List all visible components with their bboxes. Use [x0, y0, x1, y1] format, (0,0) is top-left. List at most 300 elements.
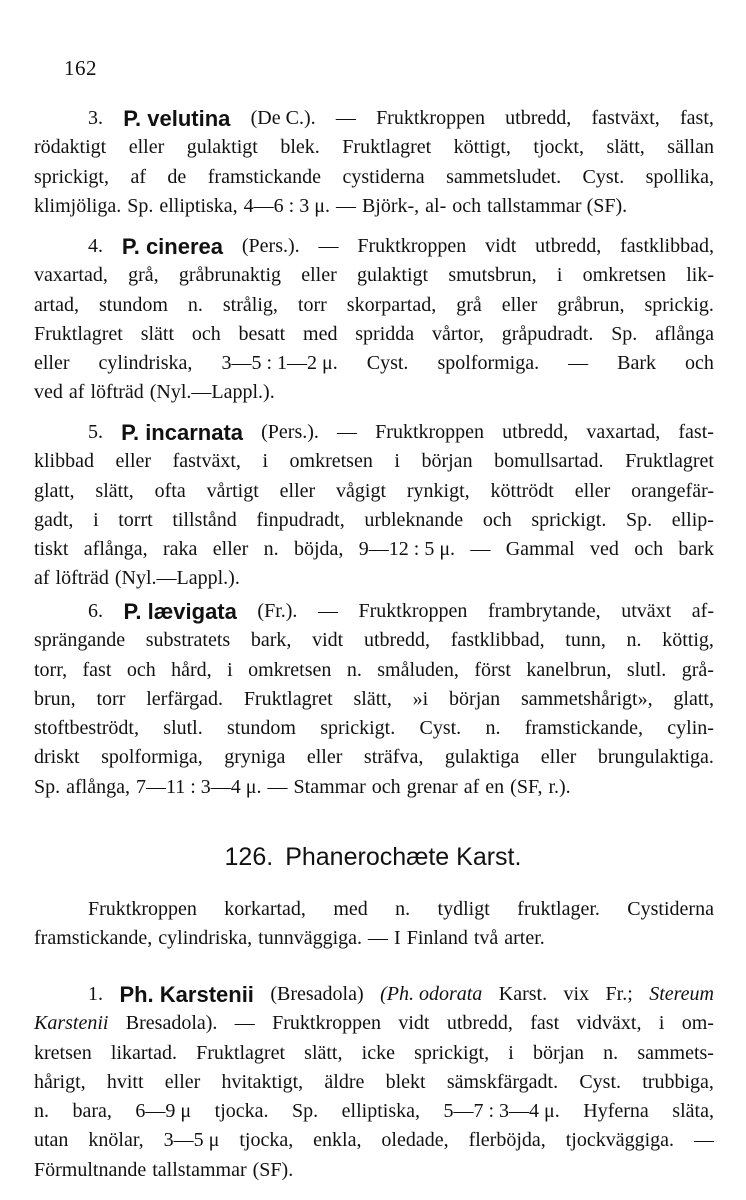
word: (SF).: [252, 1158, 294, 1181]
word: tunn,: [565, 629, 606, 652]
word: sammets-: [637, 1041, 714, 1064]
word: och: [634, 538, 664, 561]
word: stundom: [227, 717, 296, 740]
word: Stereum: [649, 983, 714, 1005]
text-line: [34, 104, 714, 133]
word: framstickande,: [524, 717, 644, 740]
word: tydligt: [437, 898, 490, 920]
word: vågigt: [336, 479, 387, 502]
word: utbredd,: [505, 107, 572, 129]
text-line: [34, 656, 714, 685]
word: om-: [681, 1012, 714, 1035]
word: (Pers.).: [241, 235, 300, 257]
text-line: [34, 626, 714, 655]
word: sämskfärgadt.: [446, 1070, 559, 1093]
word: Fr.;: [605, 983, 633, 1005]
word: stoftbeströdt,: [34, 717, 139, 740]
word: bark: [678, 538, 714, 561]
word: (Pers.).: [261, 421, 319, 443]
word: fastväxt,: [172, 450, 241, 473]
word: slätt,: [353, 687, 392, 710]
word: fastklibbad,: [450, 629, 545, 652]
word: i: [227, 658, 233, 681]
word: kanelbrun,: [526, 658, 612, 681]
word: början: [421, 450, 473, 473]
word: lik-: [686, 264, 714, 287]
word: cystiderna: [342, 165, 425, 188]
text-line: [34, 1126, 714, 1155]
word: Cyst.: [419, 717, 462, 740]
word: och: [685, 352, 714, 375]
word: eller: [164, 1070, 201, 1093]
word: hvitt: [106, 1070, 144, 1093]
word: skorpartad,: [346, 293, 437, 316]
word: tjockväggiga.: [565, 1129, 675, 1152]
word: utbredd,: [446, 1012, 513, 1035]
text-line: [34, 895, 714, 924]
word: och: [126, 658, 156, 681]
word: i: [262, 450, 268, 473]
word: slutl.: [163, 717, 203, 740]
word: grå: [456, 293, 482, 316]
taxon-name: P. incarnata: [121, 420, 244, 445]
word: köttrödt: [490, 479, 554, 502]
word: 3.: [88, 107, 103, 129]
word: tunnväggiga.: [258, 927, 363, 950]
word: finpudradt,: [256, 508, 345, 531]
word: artad,: [34, 293, 79, 316]
word: —: [337, 421, 358, 443]
word: vårtor,: [431, 322, 484, 345]
word: grå,: [128, 264, 159, 287]
word: ved: [589, 538, 619, 561]
word: Sp.: [292, 1100, 319, 1123]
word: slätt,: [95, 479, 134, 502]
word: vaxartad,: [586, 421, 661, 443]
genus-number: 126.: [224, 843, 274, 871]
word: fast: [530, 1012, 560, 1035]
word: omkretsen: [289, 450, 373, 473]
word: substratets: [145, 629, 231, 652]
word: (Nyl.—Lappl.).: [114, 567, 240, 590]
word: de: [167, 165, 187, 188]
word: (SF,: [510, 775, 543, 798]
word: af: [34, 567, 50, 590]
text-line: [34, 535, 714, 564]
word: Fruktkroppen: [375, 421, 485, 443]
word: urbleknande: [364, 508, 464, 531]
word: 3—5 μ: [163, 1129, 220, 1152]
text-line: [34, 1039, 714, 1068]
text-line: [34, 743, 714, 772]
word: i: [556, 264, 563, 287]
word: stundom: [98, 293, 168, 316]
word: n.: [187, 293, 203, 316]
taxon-name: P. cinerea: [121, 234, 223, 259]
word: spollika,: [645, 165, 714, 188]
word: framstickande: [207, 165, 322, 188]
word: utväxt: [621, 600, 672, 622]
word: och: [191, 322, 221, 345]
word: Cystiderna: [627, 898, 714, 920]
word: hvitaktigt,: [221, 1070, 304, 1093]
genus-heading: [0, 843, 746, 872]
word: flerböjda,: [468, 1129, 546, 1152]
word: likartad.: [110, 1041, 177, 1064]
word: omkretsen: [248, 658, 332, 681]
word: elliptiska,: [341, 1100, 420, 1123]
word: bomullsartad.: [494, 450, 604, 473]
word: eller: [212, 538, 249, 561]
entry-phanerochaete-intro: [34, 895, 714, 954]
word: torr: [297, 293, 327, 316]
word: 3—5 : 1—2 μ.: [221, 352, 338, 375]
word: rynkigt,: [406, 479, 470, 502]
word: spridda: [355, 322, 415, 345]
word: —: [470, 538, 491, 561]
word: början: [449, 687, 501, 710]
word: af: [463, 775, 480, 798]
word: köttigt,: [453, 136, 511, 159]
word: glatt,: [34, 479, 75, 502]
word: ellip-: [671, 508, 714, 531]
word: Karstenii: [34, 1012, 109, 1035]
entry-p-laevigata: [34, 597, 714, 802]
word: och: [371, 775, 401, 798]
word: r.).: [548, 775, 571, 798]
word: enkla,: [313, 1129, 362, 1152]
word: Fruktlagret: [342, 136, 432, 159]
genus-name: Phanerochæte Karst.: [285, 843, 522, 871]
word: utan: [34, 1129, 69, 1152]
word: löfträd: [55, 567, 109, 590]
word: i: [93, 508, 99, 531]
word: arter.: [504, 927, 545, 950]
word: eller: [540, 746, 577, 769]
word: eller: [574, 479, 611, 502]
word: driskt: [34, 746, 80, 769]
word: vaxartad,: [34, 264, 108, 287]
text-line: [34, 349, 714, 378]
word: vix: [563, 983, 590, 1005]
word: cylindriska,: [158, 927, 253, 950]
text-line: [34, 261, 714, 290]
page-number: 162: [64, 56, 97, 80]
text-line: [34, 447, 714, 476]
text-line: [34, 1068, 714, 1097]
word: Karst.: [498, 983, 548, 1005]
word: tjockt,: [533, 136, 584, 159]
taxon-name: P. lævigata: [123, 599, 237, 624]
word: (Fr.).: [257, 600, 298, 622]
word: cylindriska,: [98, 352, 193, 375]
word: al-: [425, 194, 447, 217]
word: släta,: [672, 1100, 714, 1123]
word: aflånga: [655, 322, 714, 345]
word: Fruktlagret: [625, 450, 714, 473]
taxon-name: P. velutina: [123, 106, 231, 131]
word: sammetsludet.: [446, 165, 562, 188]
text-line: [34, 924, 714, 953]
word: torrt: [118, 508, 153, 531]
text-line: [34, 714, 714, 743]
word: slätt: [140, 322, 175, 345]
word: lerfärgad.: [146, 687, 223, 710]
word: sprickigt,: [34, 165, 109, 188]
word: utbredd,: [535, 235, 602, 257]
word: slätt,: [304, 1041, 343, 1064]
word: gråpudradt.: [501, 322, 594, 345]
word: småluden,: [377, 658, 459, 681]
word: aflånga,: [83, 538, 148, 561]
word: Fruktlagret: [243, 687, 333, 710]
word: glatt,: [673, 687, 714, 710]
word: med: [303, 322, 338, 345]
text-line: [34, 477, 714, 506]
word: 4.: [88, 235, 103, 257]
text-line: [34, 506, 714, 535]
text-line: [34, 133, 714, 162]
word: gulaktigt: [357, 264, 429, 287]
word: äldre: [324, 1070, 365, 1093]
text-line: [34, 232, 714, 261]
word: orangefär-: [631, 479, 714, 502]
word: hård,: [171, 658, 212, 681]
word: Förmultnande: [34, 1158, 147, 1181]
word: —: [368, 927, 389, 950]
entry-p-incarnata: [34, 418, 714, 594]
word: I: [394, 927, 401, 950]
text-line: [34, 163, 714, 192]
word: i: [508, 1041, 514, 1064]
word: och: [482, 508, 512, 531]
word: ved: [34, 381, 63, 404]
taxon-name: Ph. Karstenii: [119, 982, 254, 1007]
text-line: [34, 685, 714, 714]
word: —: [335, 194, 356, 217]
word: Fruktlagret: [34, 322, 123, 345]
word: grå-: [681, 658, 714, 681]
word: korkartad,: [224, 898, 306, 920]
word: 4—6 : 3 μ.: [243, 194, 330, 217]
word: 1.: [88, 983, 103, 1005]
text-line: [34, 1009, 714, 1038]
entry-p-velutina: [34, 104, 714, 221]
word: besatt: [238, 322, 286, 345]
word: spolformiga,: [101, 746, 203, 769]
word: oledade,: [381, 1129, 449, 1152]
word: Fruktlagret: [196, 1041, 286, 1064]
word: eller: [128, 136, 165, 159]
word: fruktlager.: [517, 898, 600, 920]
word: Cyst.: [579, 1070, 622, 1093]
word: eller: [301, 264, 337, 287]
word: utbredd,: [502, 421, 569, 443]
word: Fruktkroppen: [358, 600, 468, 622]
word: tillstånd: [172, 508, 237, 531]
word: —: [318, 235, 339, 257]
word: brungulaktiga.: [597, 746, 714, 769]
word: Gammal: [505, 538, 575, 561]
word: sprängande: [34, 629, 126, 652]
word: elliptiska,: [159, 194, 238, 217]
word: Sp.: [611, 322, 638, 345]
word: —: [267, 775, 288, 798]
word: fast,: [680, 107, 714, 129]
word: n.: [626, 629, 642, 652]
text-line: [34, 597, 714, 626]
word: vidt: [398, 1012, 430, 1035]
word: 9—12 : 5 μ.: [358, 538, 456, 561]
word: i: [658, 1012, 665, 1035]
text-line: [34, 378, 714, 407]
word: »i: [412, 687, 429, 710]
word: spolformiga.: [437, 352, 540, 375]
word: torr,: [34, 658, 68, 681]
word: torr: [96, 687, 126, 710]
word: —: [234, 1012, 255, 1035]
word: 5—7 : 3—4 μ.: [443, 1100, 560, 1123]
word: slutl.: [626, 658, 667, 681]
word: eller: [34, 352, 70, 375]
word: 6—9 μ: [135, 1100, 192, 1123]
word: n.: [263, 538, 279, 561]
word: i: [394, 450, 400, 473]
word: Finland: [406, 927, 468, 950]
word: (Nyl.—Lappl.).: [149, 381, 275, 404]
word: vidt: [312, 629, 344, 652]
word: —: [568, 352, 589, 375]
word: Sp.: [127, 194, 154, 217]
word: n.: [34, 1100, 49, 1123]
word: eller: [115, 450, 152, 473]
word: klimjöliga.: [34, 194, 122, 217]
word: grenar: [406, 775, 458, 798]
text-line: [34, 1156, 714, 1185]
word: utbredd,: [363, 629, 431, 652]
word: (De C.).: [250, 107, 316, 129]
word: blek.: [280, 136, 320, 159]
word: böjda,: [293, 538, 344, 561]
word: Stammar: [293, 775, 366, 798]
word: smutsbrun,: [448, 264, 537, 287]
word: knölar,: [88, 1129, 144, 1152]
word: klibbad: [34, 450, 94, 473]
word: tiskt: [34, 538, 69, 561]
entry-ph-karstenii: [34, 980, 714, 1185]
word: eller: [306, 746, 343, 769]
word: gadt,: [34, 508, 74, 531]
word: n.: [395, 898, 411, 920]
word: två: [473, 927, 499, 950]
word: Bresadola).: [125, 1012, 218, 1035]
word: fastklibbad,: [620, 235, 714, 257]
word: fast-: [678, 421, 714, 443]
word: först: [474, 658, 511, 681]
word: tallstammar (SF).: [487, 194, 628, 217]
word: Bark: [617, 352, 657, 375]
word: sprickigt.: [320, 717, 396, 740]
word: bark,: [250, 629, 292, 652]
word: Sp.: [34, 775, 61, 798]
word: ofta: [154, 479, 186, 502]
word: med: [333, 898, 368, 920]
word: löfträd: [90, 381, 144, 404]
word: af: [130, 165, 146, 188]
word: 5.: [88, 421, 103, 443]
word: fast: [82, 658, 112, 681]
text-line: [34, 564, 714, 593]
word: sprickigt.: [531, 508, 607, 531]
word: sprickig.: [644, 293, 714, 316]
word: vårtigt: [206, 479, 259, 502]
text-line: [34, 773, 714, 802]
word: köttig,: [662, 629, 714, 652]
word: gråbrun,: [557, 293, 625, 316]
word: blekt: [385, 1070, 426, 1093]
word: början: [532, 1041, 585, 1064]
word: tallstammar: [152, 1158, 247, 1181]
word: af-: [691, 600, 714, 622]
word: vidt: [485, 235, 517, 257]
word: eller: [501, 293, 538, 316]
word: (Ph. odorata: [380, 983, 483, 1005]
word: n.: [346, 658, 362, 681]
word: slätt,: [606, 136, 645, 159]
word: eller: [279, 479, 316, 502]
word: kretsen: [34, 1041, 92, 1064]
word: Cyst.: [366, 352, 409, 375]
word: Sp.: [625, 508, 653, 531]
word: bara,: [72, 1100, 112, 1123]
word: Fruktkroppen: [272, 1012, 382, 1035]
word: n.: [603, 1041, 619, 1064]
word: raka: [163, 538, 198, 561]
text-line: [34, 418, 714, 447]
word: —: [693, 1129, 714, 1152]
word: trubbiga,: [642, 1070, 714, 1093]
word: Fruktkroppen: [357, 235, 467, 257]
word: vidväxt,: [576, 1012, 642, 1035]
text-line: [34, 320, 714, 349]
word: sprickigt,: [414, 1041, 490, 1064]
word: tjocka.: [214, 1100, 269, 1123]
word: Fruktkroppen: [376, 107, 485, 129]
word: Björk-,: [361, 194, 420, 217]
word: omkretsen: [582, 264, 666, 287]
word: Hyferna: [583, 1100, 649, 1123]
word: aflånga,: [66, 775, 130, 798]
word: cylin-: [667, 717, 714, 740]
word: rödaktigt: [34, 136, 107, 159]
word: 6.: [88, 600, 103, 622]
word: sammetshårigt»,: [520, 687, 653, 710]
entry-p-cinerea: [34, 232, 714, 408]
word: gryniga: [224, 746, 286, 769]
word: sällan: [667, 136, 714, 159]
word: tjocka,: [239, 1129, 294, 1152]
text-line: [34, 980, 714, 1009]
word: icke: [361, 1041, 395, 1064]
word: sträfva,: [363, 746, 424, 769]
word: hårigt,: [34, 1070, 86, 1093]
word: af: [68, 381, 85, 404]
word: gulaktigt: [186, 136, 258, 159]
word: frambrytande,: [487, 600, 601, 622]
word: Fruktkroppen: [88, 898, 197, 920]
word: fastväxt,: [591, 107, 660, 129]
word: en: [485, 775, 505, 798]
